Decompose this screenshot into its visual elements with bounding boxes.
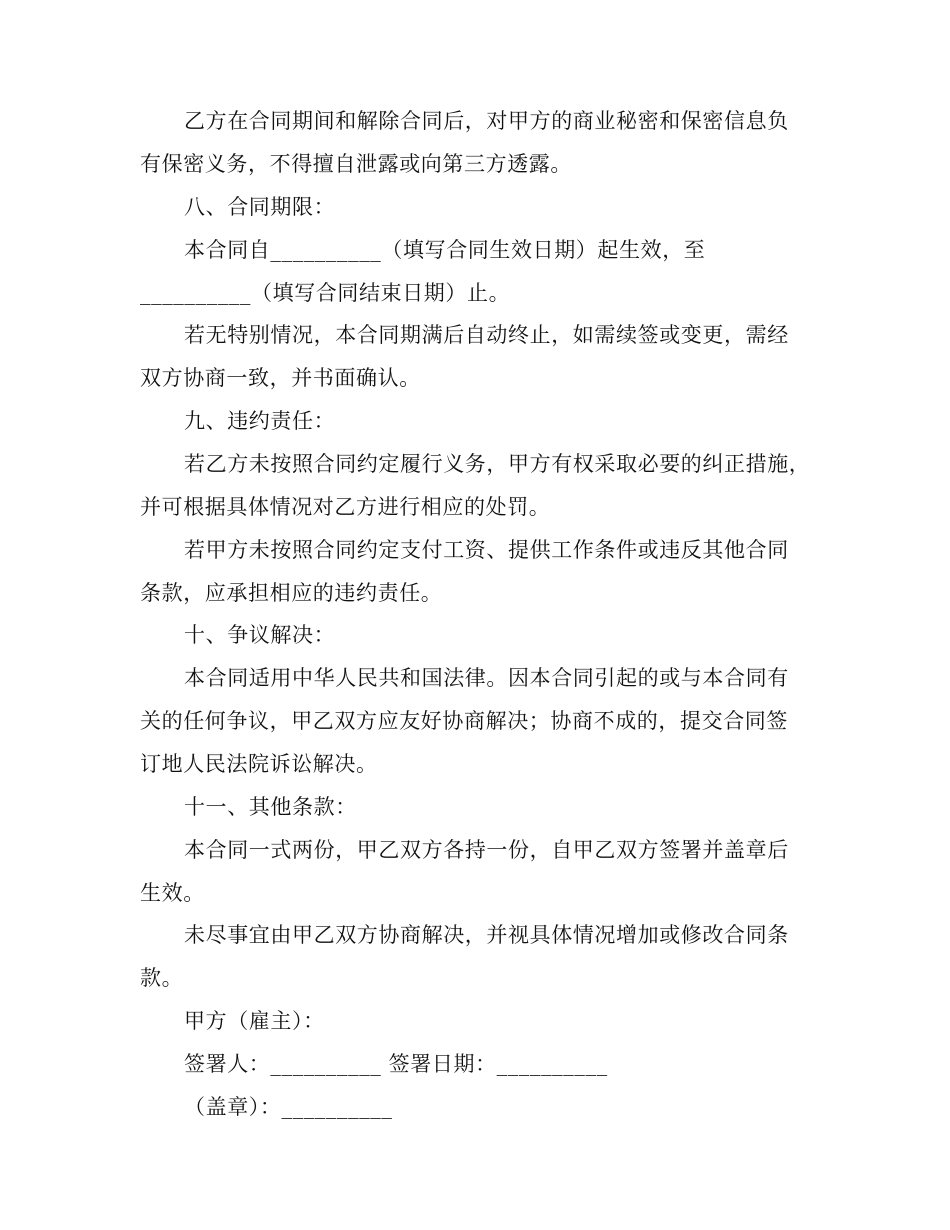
confidentiality-paragraph-line-2: 有保密义务，不得擅自泄露或向第三方透露。 <box>140 152 572 176</box>
breach-party-a-line-2: 条款，应承担相应的违约责任。 <box>140 581 443 605</box>
section-heading-dispute-resolution: 十、争议解决： <box>184 623 336 647</box>
breach-party-b-line-2: 并可根据具体情况对乙方进行相应的处罚。 <box>140 495 551 519</box>
confidentiality-paragraph-line-1: 乙方在合同期间和解除合同后，对甲方的商业秘密和保密信息负 <box>184 109 789 133</box>
section-heading-breach-liability: 九、违约责任： <box>184 409 336 433</box>
dispute-resolution-line-2: 关的任何争议，甲乙双方应友好协商解决；协商不成的，提交合同签 <box>140 709 788 733</box>
other-terms-unresolved-line-2: 款。 <box>140 966 184 990</box>
breach-party-a-line-1: 若甲方未按照合同约定支付工资、提供工作条件或违反其他合同 <box>184 538 789 562</box>
contract-term-line-1: 本合同自__________（填写合同生效日期）起生效，至 <box>184 238 706 262</box>
dispute-resolution-line-3: 订地人民法院诉讼解决。 <box>140 752 378 776</box>
signatory-and-date-line: 签署人：__________ 签署日期：__________ <box>184 1052 608 1076</box>
contract-term-renewal-line-2: 双方协商一致，并书面确认。 <box>140 366 421 390</box>
section-heading-other-terms: 十一、其他条款： <box>184 795 357 819</box>
contract-term-renewal-line-1: 若无特别情况，本合同期满后自动终止，如需续签或变更，需经 <box>184 323 789 347</box>
section-heading-contract-term: 八、合同期限： <box>184 195 336 219</box>
party-a-employer-label: 甲方（雇主）： <box>184 1009 325 1033</box>
other-terms-unresolved-line-1: 未尽事宜由甲乙双方协商解决，并视具体情况增加或修改合同条 <box>184 923 789 947</box>
other-terms-copies-line-2: 生效。 <box>140 881 205 905</box>
dispute-resolution-line-1: 本合同适用中华人民共和国法律。因本合同引起的或与本合同有 <box>184 666 789 690</box>
contract-term-line-2: __________（填写合同结束日期）止。 <box>140 281 511 305</box>
other-terms-copies-line-1: 本合同一式两份，甲乙双方各持一份，自甲乙双方签署并盖章后 <box>184 838 789 862</box>
breach-party-b-line-1: 若乙方未按照合同约定履行义务，甲方有权采取必要的纠正措施， <box>184 452 811 476</box>
seal-line: （盖章）：__________ <box>184 1095 393 1119</box>
